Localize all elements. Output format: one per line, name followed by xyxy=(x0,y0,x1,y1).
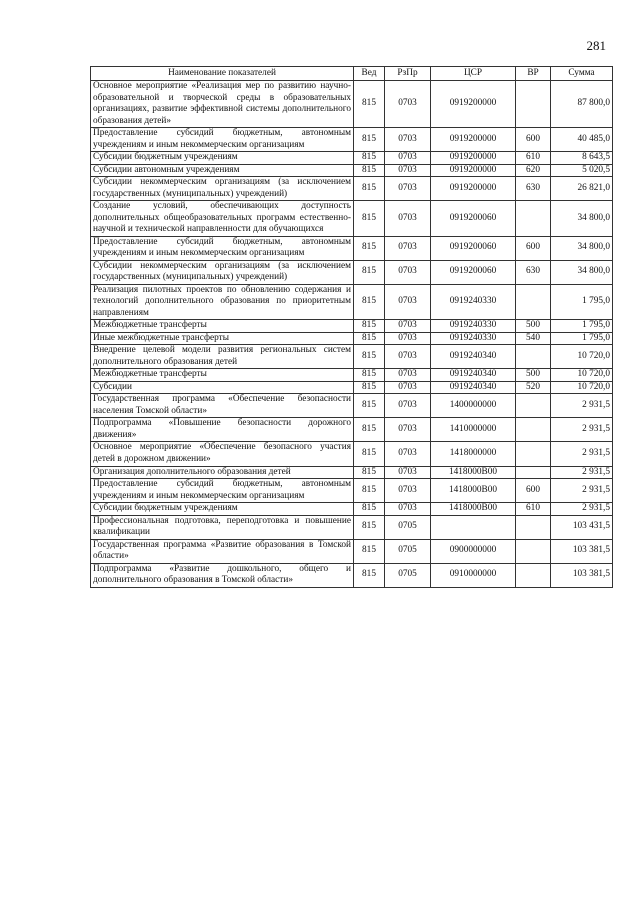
cell-name: Субсидии xyxy=(91,381,354,394)
cell-sum: 1 795,0 xyxy=(551,332,613,345)
table-row xyxy=(91,394,613,418)
cell-rzpr: 0703 xyxy=(385,418,431,442)
cell-ved: 815 xyxy=(354,515,385,539)
cell-name: Подпрограмма «Повышение безопасности дорожного движения» xyxy=(91,418,354,442)
header-sum: Сумма xyxy=(551,67,613,81)
table-row xyxy=(91,466,613,479)
cell-ved: 815 xyxy=(354,479,385,503)
cell-name: Межбюджетные трансферты xyxy=(91,369,354,382)
cell-rzpr: 0705 xyxy=(385,563,431,587)
cell-name: Внедрение целевой модели развития региональных систем дополнительного образования детей xyxy=(91,345,354,369)
table-row xyxy=(91,177,613,201)
table-row xyxy=(91,236,613,260)
table-row xyxy=(91,128,613,152)
cell-ved: 815 xyxy=(354,164,385,177)
cell-rzpr: 0703 xyxy=(385,442,431,466)
cell-ved: 815 xyxy=(354,369,385,382)
cell-sum: 10 720,0 xyxy=(551,381,613,394)
cell-ved: 815 xyxy=(354,284,385,320)
cell-rzpr: 0703 xyxy=(385,152,431,165)
cell-csr: 1418000000 xyxy=(431,442,516,466)
cell-ved: 815 xyxy=(354,260,385,284)
cell-vr: 630 xyxy=(516,177,551,201)
cell-ved: 815 xyxy=(354,394,385,418)
cell-vr xyxy=(516,201,551,237)
cell-sum: 2 931,5 xyxy=(551,503,613,516)
cell-ved: 815 xyxy=(354,177,385,201)
cell-sum: 103 431,5 xyxy=(551,515,613,539)
table-row xyxy=(91,381,613,394)
cell-name: Организация дополнительного образования детей xyxy=(91,466,354,479)
cell-sum: 10 720,0 xyxy=(551,369,613,382)
cell-rzpr: 0703 xyxy=(385,81,431,128)
cell-csr: 0919240330 xyxy=(431,320,516,333)
cell-vr: 630 xyxy=(516,260,551,284)
cell-csr: 0919200060 xyxy=(431,201,516,237)
table-row xyxy=(91,81,613,128)
cell-name: Субсидии автономным учреждениям xyxy=(91,164,354,177)
cell-csr: 0919200000 xyxy=(431,81,516,128)
table-row xyxy=(91,345,613,369)
cell-csr xyxy=(431,515,516,539)
cell-csr: 1418000В00 xyxy=(431,479,516,503)
cell-ved: 815 xyxy=(354,320,385,333)
cell-csr: 0919240330 xyxy=(431,284,516,320)
cell-name: Субсидии бюджетным учреждениям xyxy=(91,152,354,165)
header-rzpr: РзПр xyxy=(385,67,431,81)
cell-csr: 0919200000 xyxy=(431,152,516,165)
cell-csr: 0919240340 xyxy=(431,369,516,382)
cell-csr: 0919240340 xyxy=(431,345,516,369)
cell-rzpr: 0703 xyxy=(385,345,431,369)
cell-name: Создание условий, обеспечивающих доступность дополнительных общеобразовательных программ естественно-научной и технической направленности для обучающихся xyxy=(91,201,354,237)
cell-ved: 815 xyxy=(354,152,385,165)
cell-ved: 815 xyxy=(354,539,385,563)
cell-ved: 815 xyxy=(354,345,385,369)
table-row xyxy=(91,164,613,177)
cell-vr xyxy=(516,394,551,418)
table-row xyxy=(91,539,613,563)
cell-name: Иные межбюджетные трансферты xyxy=(91,332,354,345)
cell-sum: 34 800,0 xyxy=(551,260,613,284)
cell-name: Основное мероприятие «Реализация мер по развитию научно-образовательной и творческой среды в образовательных организациях, развитие эффективной системы дополнительного образования детей» xyxy=(91,81,354,128)
cell-rzpr: 0705 xyxy=(385,539,431,563)
cell-name: Профессиональная подготовка, переподготовка и повышение квалификации xyxy=(91,515,354,539)
cell-name: Государственная программа «Развитие образования в Томской области» xyxy=(91,539,354,563)
cell-name: Предоставление субсидий бюджетным, автономным учреждениям и иным некоммерческим организациям xyxy=(91,128,354,152)
cell-csr: 0919240330 xyxy=(431,332,516,345)
table-row xyxy=(91,418,613,442)
cell-csr: 0919200060 xyxy=(431,260,516,284)
cell-sum: 2 931,5 xyxy=(551,442,613,466)
cell-vr: 520 xyxy=(516,381,551,394)
table-row xyxy=(91,260,613,284)
cell-vr: 610 xyxy=(516,152,551,165)
cell-name: Субсидии бюджетным учреждениям xyxy=(91,503,354,516)
cell-ved: 815 xyxy=(354,466,385,479)
cell-csr: 0900000000 xyxy=(431,539,516,563)
table-row xyxy=(91,442,613,466)
cell-csr: 0919200000 xyxy=(431,128,516,152)
cell-ved: 815 xyxy=(354,332,385,345)
cell-csr: 1418000В00 xyxy=(431,503,516,516)
cell-sum: 2 931,5 xyxy=(551,418,613,442)
cell-ved: 815 xyxy=(354,236,385,260)
cell-name: Субсидии некоммерческим организациям (за исключением государственных (муниципальных) учреждений) xyxy=(91,260,354,284)
cell-csr: 0919200060 xyxy=(431,236,516,260)
cell-rzpr: 0703 xyxy=(385,466,431,479)
cell-sum: 10 720,0 xyxy=(551,345,613,369)
header-vr: ВР xyxy=(516,67,551,81)
cell-sum: 34 800,0 xyxy=(551,236,613,260)
cell-rzpr: 0705 xyxy=(385,515,431,539)
cell-vr xyxy=(516,284,551,320)
page-number: 281 xyxy=(586,38,606,53)
header-ved: Вед xyxy=(354,67,385,81)
table-row xyxy=(91,515,613,539)
table-row xyxy=(91,563,613,587)
cell-ved: 815 xyxy=(354,81,385,128)
cell-csr: 0919200000 xyxy=(431,164,516,177)
cell-rzpr: 0703 xyxy=(385,320,431,333)
cell-ved: 815 xyxy=(354,442,385,466)
cell-vr xyxy=(516,563,551,587)
table-row xyxy=(91,369,613,382)
cell-csr: 1418000В00 xyxy=(431,466,516,479)
table-row xyxy=(91,320,613,333)
cell-sum: 26 821,0 xyxy=(551,177,613,201)
cell-sum: 34 800,0 xyxy=(551,201,613,237)
cell-rzpr: 0703 xyxy=(385,479,431,503)
cell-csr: 0919200000 xyxy=(431,177,516,201)
cell-rzpr: 0703 xyxy=(385,394,431,418)
cell-vr xyxy=(516,418,551,442)
cell-sum: 40 485,0 xyxy=(551,128,613,152)
cell-rzpr: 0703 xyxy=(385,128,431,152)
header-csr: ЦСР xyxy=(431,67,516,81)
cell-sum: 1 795,0 xyxy=(551,284,613,320)
cell-rzpr: 0703 xyxy=(385,503,431,516)
cell-rzpr: 0703 xyxy=(385,201,431,237)
cell-vr: 600 xyxy=(516,236,551,260)
cell-vr: 610 xyxy=(516,503,551,516)
table-row xyxy=(91,479,613,503)
cell-name: Государственная программа «Обеспечение безопасности населения Томской области» xyxy=(91,394,354,418)
cell-vr xyxy=(516,345,551,369)
table-header-row xyxy=(91,67,613,81)
cell-vr xyxy=(516,515,551,539)
cell-name: Предоставление субсидий бюджетным, автономным учреждениям и иным некоммерческим организациям xyxy=(91,236,354,260)
cell-sum: 103 381,5 xyxy=(551,563,613,587)
cell-ved: 815 xyxy=(354,503,385,516)
cell-csr: 0910000000 xyxy=(431,563,516,587)
cell-name: Предоставление субсидий бюджетным, автономным учреждениям и иным некоммерческим организациям xyxy=(91,479,354,503)
cell-sum: 5 020,5 xyxy=(551,164,613,177)
cell-name: Межбюджетные трансферты xyxy=(91,320,354,333)
table-body xyxy=(91,81,613,588)
header-name: Наименование показателей xyxy=(91,67,354,81)
cell-name: Реализация пилотных проектов по обновлению содержания и технологий дополнительного образования по приоритетным направлениям xyxy=(91,284,354,320)
table-row xyxy=(91,503,613,516)
cell-vr xyxy=(516,539,551,563)
cell-vr: 500 xyxy=(516,320,551,333)
cell-csr: 1410000000 xyxy=(431,418,516,442)
table-row xyxy=(91,152,613,165)
cell-sum: 2 931,5 xyxy=(551,466,613,479)
cell-rzpr: 0703 xyxy=(385,332,431,345)
cell-rzpr: 0703 xyxy=(385,177,431,201)
cell-name: Основное мероприятие «Обеспечение безопасного участия детей в дорожном движении» xyxy=(91,442,354,466)
cell-rzpr: 0703 xyxy=(385,284,431,320)
cell-rzpr: 0703 xyxy=(385,164,431,177)
cell-ved: 815 xyxy=(354,201,385,237)
table-row xyxy=(91,332,613,345)
cell-sum: 8 643,5 xyxy=(551,152,613,165)
cell-ved: 815 xyxy=(354,418,385,442)
cell-name: Подпрограмма «Развитие дошкольного, общего и дополнительного образования в Томской области» xyxy=(91,563,354,587)
cell-sum: 87 800,0 xyxy=(551,81,613,128)
table-row xyxy=(91,201,613,237)
cell-rzpr: 0703 xyxy=(385,381,431,394)
cell-vr: 540 xyxy=(516,332,551,345)
cell-ved: 815 xyxy=(354,128,385,152)
cell-csr: 1400000000 xyxy=(431,394,516,418)
cell-ved: 815 xyxy=(354,563,385,587)
budget-table xyxy=(90,66,613,588)
cell-vr: 500 xyxy=(516,369,551,382)
cell-name: Субсидии некоммерческим организациям (за исключением государственных (муниципальных) учреждений) xyxy=(91,177,354,201)
cell-ved: 815 xyxy=(354,381,385,394)
cell-rzpr: 0703 xyxy=(385,236,431,260)
table-row xyxy=(91,284,613,320)
cell-rzpr: 0703 xyxy=(385,260,431,284)
cell-vr: 600 xyxy=(516,128,551,152)
cell-sum: 2 931,5 xyxy=(551,394,613,418)
cell-rzpr: 0703 xyxy=(385,369,431,382)
cell-csr: 0919240340 xyxy=(431,381,516,394)
cell-vr xyxy=(516,442,551,466)
cell-vr: 600 xyxy=(516,479,551,503)
cell-sum: 1 795,0 xyxy=(551,320,613,333)
cell-sum: 103 381,5 xyxy=(551,539,613,563)
cell-sum: 2 931,5 xyxy=(551,479,613,503)
cell-vr xyxy=(516,466,551,479)
cell-vr xyxy=(516,81,551,128)
cell-vr: 620 xyxy=(516,164,551,177)
